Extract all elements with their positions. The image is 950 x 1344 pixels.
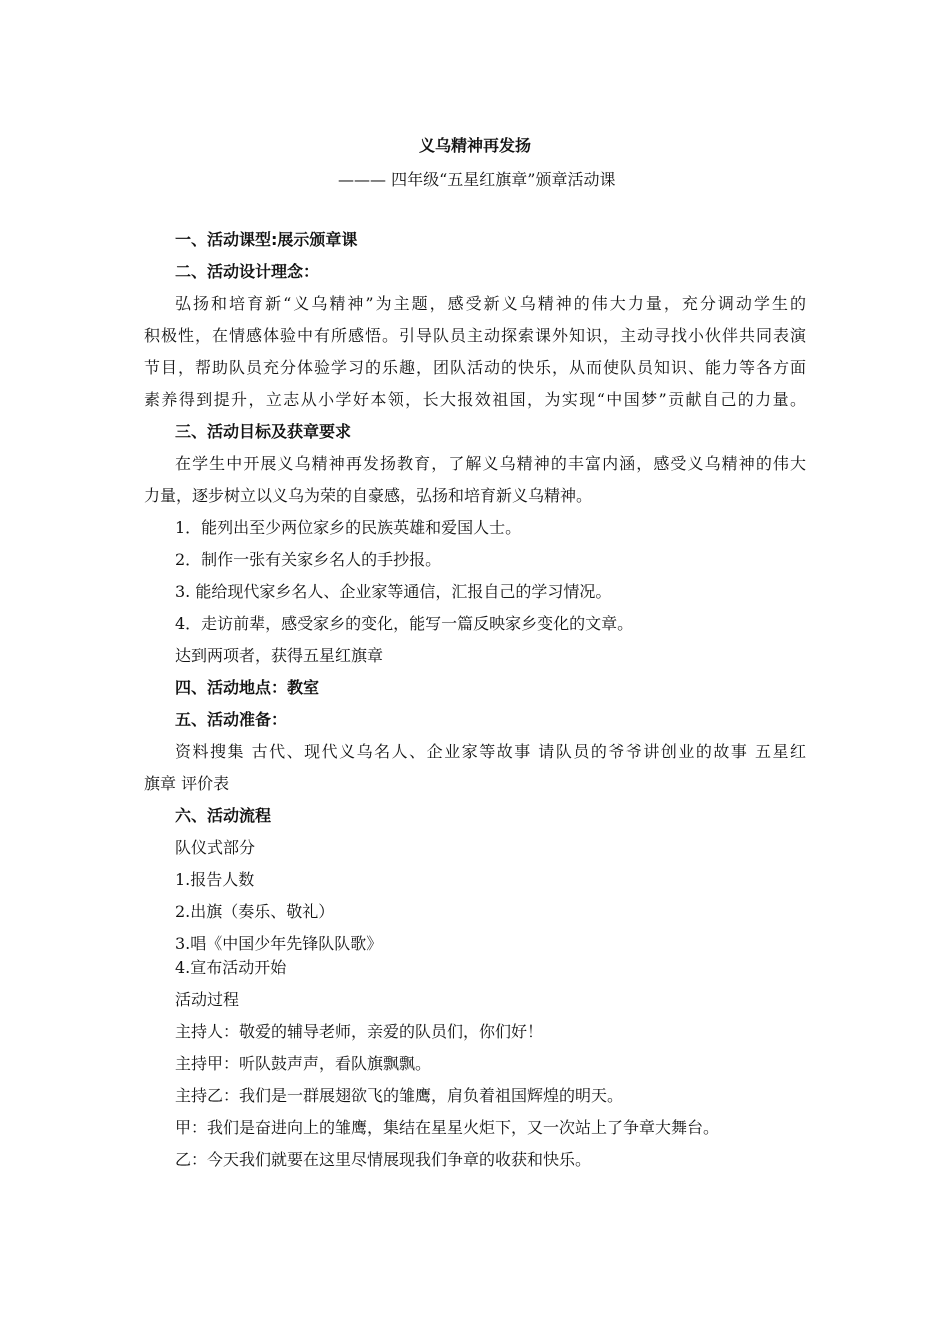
dialogue-line: 主持人：敬爱的辅导老师，亲爱的队员们，你们好！ xyxy=(175,1022,544,1041)
paragraph-line: 活动过程 xyxy=(175,990,240,1009)
list-item: 4.宣布活动开始 xyxy=(175,958,287,977)
paragraph-line: 积极性，在情感体验中有所感悟。引导队员主动探索课外知识，主动寻找小伙伴共同表演 xyxy=(144,326,806,345)
list-item: 3. 能给现代家乡名人、企业家等通信，汇报自己的学习情况。 xyxy=(175,582,612,601)
list-item: 4．走访前辈，感受家乡的变化，能写一篇反映家乡变化的文章。 xyxy=(175,614,634,633)
paragraph-line: 素养得到提升，立志从小学好本领，长大报效祖国，为实现“中国梦”贡献自己的力量。 xyxy=(144,390,806,409)
section-heading-1: 一、活动课型:展示颁章课 xyxy=(175,230,358,249)
section-heading-3: 三、活动目标及获章要求 xyxy=(175,422,352,441)
list-item: 2．制作一张有关家乡名人的手抄报。 xyxy=(175,550,442,569)
paragraph-line: 节目，帮助队员充分体验学习的乐趣，团队活动的快乐，从而使队员知识、能力等各方面 xyxy=(144,358,806,377)
section-heading-4: 四、活动地点：教室 xyxy=(175,678,320,697)
list-item: 1.报告人数 xyxy=(175,870,255,889)
paragraph-line: 资料搜集 古代、现代义乌名人、企业家等故事 请队员的爷爷讲创业的故事 五星红 xyxy=(175,742,806,761)
dialogue-line: 主持甲：听队鼓声声，看队旗飘飘。 xyxy=(175,1054,432,1073)
section-heading-6: 六、活动流程 xyxy=(175,806,272,825)
section-heading-2: 二、活动设计理念： xyxy=(175,262,320,281)
list-item: 1．能列出至少两位家乡的民族英雄和爱国人士。 xyxy=(175,518,522,537)
paragraph-line: 力量，逐步树立以义乌为荣的自豪感，弘扬和培育新义乌精神。 xyxy=(144,486,593,505)
dialogue-line: 主持乙：我们是一群展翅欲飞的雏鹰，肩负着祖国辉煌的明天。 xyxy=(175,1086,624,1105)
paragraph-line: 旗章 评价表 xyxy=(144,774,230,793)
paragraph-line: 队仪式部分 xyxy=(175,838,256,857)
list-item: 2.出旗（奏乐、敬礼） xyxy=(175,902,335,921)
section-heading-5: 五、活动准备： xyxy=(175,710,288,729)
document-title: 义乌精神再发扬 xyxy=(418,136,531,155)
dialogue-line: 乙：今天我们就要在这里尽情展现我们争章的收获和快乐。 xyxy=(175,1150,592,1169)
list-item: 3.唱《中国少年先锋队队歌》 xyxy=(175,934,383,953)
paragraph-line: 达到两项者，获得五星红旗章 xyxy=(175,646,384,665)
paragraph-line: 在学生中开展义乌精神再发扬教育，了解义乌精神的丰富内涵，感受义乌精神的伟大 xyxy=(175,454,806,473)
paragraph-line: 弘扬和培育新“义乌精神”为主题，感受新义乌精神的伟大力量，充分调动学生的 xyxy=(175,294,806,313)
dialogue-line: 甲：我们是奋进向上的雏鹰，集结在星星火炬下，又一次站上了争章大舞台。 xyxy=(175,1118,720,1137)
document-subtitle: ——— 四年级“五星红旗章”颁章活动课 xyxy=(338,170,616,189)
